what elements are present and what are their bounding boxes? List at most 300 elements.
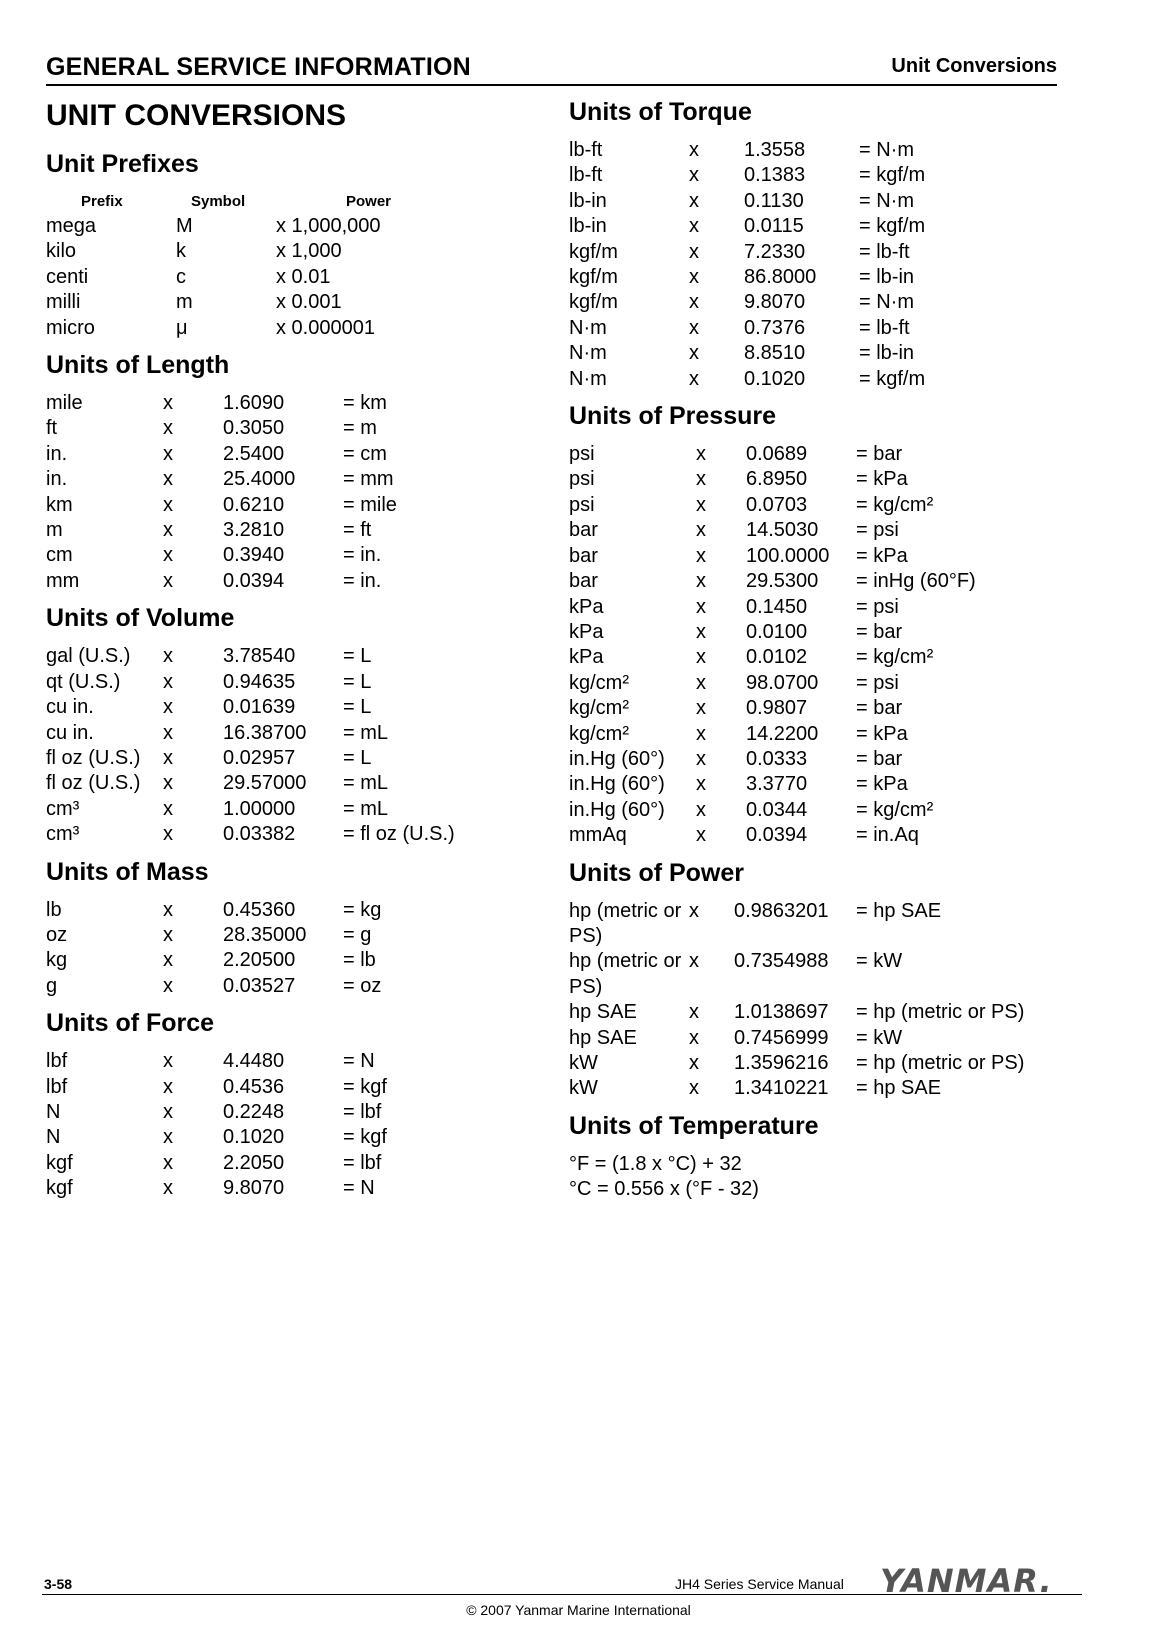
cell: x 0.001 (276, 291, 342, 314)
cell: in.Hg (60°) (569, 798, 665, 821)
cell: = km (343, 392, 387, 415)
length-row (46, 569, 397, 594)
cell: = inHg (60°F) (856, 570, 976, 593)
cell: = L (343, 696, 372, 719)
cell: = kW (856, 950, 903, 973)
cell: kilo (46, 240, 77, 263)
cell: x (696, 824, 706, 847)
force-body (46, 1049, 387, 1201)
cell: = kg/cm² (856, 798, 934, 821)
pressure-row (569, 442, 976, 467)
cell: = hp SAE (856, 899, 942, 922)
cell: = psi (856, 595, 899, 618)
cell: N (46, 1126, 61, 1149)
mass-row (46, 974, 381, 999)
section-title: GENERAL SERVICE INFORMATION (46, 53, 471, 81)
cell: 0.1130 (744, 189, 804, 212)
cell: x (163, 519, 173, 542)
cell: = N (343, 1177, 375, 1200)
cell: = hp (metric or PS) (856, 1052, 1025, 1074)
cell: m (46, 519, 63, 542)
cell: x (689, 1001, 699, 1024)
cell: x (163, 772, 173, 795)
cell: x (696, 595, 706, 618)
cell: x (689, 367, 699, 390)
mass-table (46, 898, 381, 1000)
cell: lb (46, 898, 62, 921)
cell: x (163, 797, 173, 820)
cell: bar (569, 519, 598, 542)
cell: lb-in (569, 189, 607, 212)
cell: x (696, 646, 706, 669)
cell: = N·m (859, 189, 914, 212)
cell: = lb (343, 949, 376, 972)
volume-row (46, 746, 455, 771)
torque-row (569, 265, 925, 290)
pressure-row (569, 747, 976, 772)
prefixes-body (46, 214, 496, 341)
length-row (46, 518, 397, 543)
cell: micro (46, 316, 95, 339)
cell: = lb-ft (859, 316, 910, 339)
cell: x (696, 722, 706, 745)
cell: = kgf (343, 1126, 387, 1149)
cell: = kPa (856, 773, 908, 796)
cell: = mile (343, 493, 397, 516)
mass-body (46, 898, 381, 1000)
pressure-row (569, 595, 976, 620)
cell: km (46, 493, 73, 516)
pressure-row (569, 645, 976, 670)
cell: 2.5400 (223, 442, 285, 465)
power-row (569, 1026, 1024, 1051)
left-column (46, 96, 526, 1202)
cell: = N (343, 1050, 375, 1073)
prefixes-row (46, 239, 496, 264)
copyright: © 2007 Yanmar Marine International (466, 1602, 691, 1618)
mass-heading: Units of Mass (46, 857, 209, 886)
pressure-row (569, 493, 976, 518)
force-table (46, 1049, 387, 1201)
cell: 0.03382 (223, 823, 296, 846)
length-row (46, 467, 397, 492)
length-body (46, 391, 397, 594)
torque-row (569, 316, 925, 341)
cell: x 0.000001 (276, 316, 375, 339)
cell: = in.Aq (856, 824, 919, 847)
cell: 0.0394 (223, 569, 285, 592)
cell: 0.9807 (746, 697, 808, 720)
cell: in. (46, 468, 68, 491)
cell: in.Hg (60°) (569, 747, 665, 770)
power-heading: Units of Power (569, 858, 745, 887)
force-row (46, 1100, 387, 1125)
torque-row (569, 163, 925, 188)
pressure-row (569, 798, 976, 823)
cell: 0.0115 (744, 215, 804, 238)
pressure-row (569, 671, 976, 696)
cell: 0.7376 (744, 316, 806, 339)
cell: 0.01639 (223, 696, 296, 719)
volume-row (46, 721, 455, 746)
force-row (46, 1049, 387, 1074)
cell: x (163, 1151, 173, 1174)
cell: x (696, 671, 706, 694)
cell: c (176, 265, 186, 288)
pressure-row (569, 823, 976, 848)
cell: = cm (343, 442, 387, 465)
cell: 1.3596216 (734, 1052, 829, 1074)
page-number: 3-58 (44, 1576, 73, 1592)
cell: 0.7456999 (734, 1026, 829, 1049)
cell: = bar (856, 747, 903, 770)
torque-row (569, 290, 925, 315)
cell: = kPa (856, 468, 908, 491)
volume-row (46, 797, 455, 822)
cell: = mL (343, 772, 389, 795)
mass-row (46, 923, 381, 948)
cell: 0.3940 (223, 544, 285, 567)
cell: 0.0102 (746, 646, 808, 669)
power-row (569, 899, 1024, 950)
cell: x (163, 1050, 173, 1073)
cell: 0.0100 (746, 620, 808, 643)
cell: fl oz (U.S.) (46, 772, 141, 795)
column-header: Symbol (191, 193, 246, 210)
cell: 9.8070 (744, 291, 806, 314)
cell: x 0.01 (276, 265, 331, 288)
cell: N·m (569, 316, 607, 339)
pressure-body (569, 442, 976, 849)
volume-row (46, 644, 455, 669)
power-row (569, 949, 1024, 1000)
cell: = N·m (859, 291, 914, 314)
cell: 1.3410221 (734, 1077, 829, 1100)
cell: kg/cm² (569, 671, 629, 694)
cell: N (46, 1100, 61, 1123)
cell: x (163, 746, 173, 769)
cell: x (696, 773, 706, 796)
cell: x (689, 899, 699, 922)
cell: kPa (569, 620, 604, 643)
cell: x (163, 442, 173, 465)
cell: 0.1383 (744, 164, 806, 187)
cell: x (163, 721, 173, 744)
cell: kgf/m (569, 266, 618, 289)
force-row (46, 1075, 387, 1100)
cell: x (163, 645, 173, 668)
cell: = hp SAE (856, 1077, 942, 1100)
volume-row (46, 670, 455, 695)
volume-row (46, 771, 455, 796)
prefixes-row (46, 316, 496, 341)
mass-row (46, 898, 381, 923)
cell: 6.8950 (746, 468, 808, 491)
volume-body (46, 644, 455, 847)
cell: = L (343, 670, 372, 693)
power-row (569, 1051, 1024, 1076)
cell: x (163, 392, 173, 415)
cell: hp (metric or PS) (569, 899, 682, 947)
page-title: UNIT CONVERSIONS (46, 99, 347, 132)
page-header (46, 48, 1057, 86)
cell: 0.4536 (223, 1075, 285, 1098)
cell: = lb-in (859, 266, 915, 289)
cell: x (163, 493, 173, 516)
cell: gal (U.S.) (46, 645, 131, 668)
cell: kW (569, 1077, 598, 1100)
cell: x (163, 417, 173, 440)
cell: 0.6210 (223, 493, 285, 516)
cell: 0.0394 (746, 824, 808, 847)
cell: x (163, 823, 173, 846)
cell: mile (46, 392, 83, 415)
cell: x (163, 1126, 173, 1149)
cell: = mL (343, 797, 389, 820)
cell: kg/cm² (569, 697, 629, 720)
pressure-row (569, 620, 976, 645)
cell: 1.6090 (223, 392, 285, 415)
cell: 3.78540 (223, 645, 296, 668)
cell: x (696, 620, 706, 643)
torque-row (569, 240, 925, 265)
cell: x (696, 747, 706, 770)
length-row (46, 493, 397, 518)
cell: x 1,000,000 (276, 215, 381, 237)
length-row (46, 391, 397, 416)
cell: x (689, 139, 699, 161)
column-header: Prefix (81, 193, 123, 210)
cell: 3.3770 (746, 773, 808, 796)
cell: = fl oz (U.S.) (343, 823, 455, 846)
cell: = kgf/m (859, 367, 926, 390)
cell: 0.1020 (744, 367, 806, 390)
cell: M (176, 215, 193, 237)
cell: x (163, 569, 173, 592)
cell: x (689, 164, 699, 187)
cell: x (696, 519, 706, 542)
cell: 1.0138697 (734, 1001, 829, 1024)
cell: hp (metric or PS) (569, 950, 682, 998)
cell: = lb-in (859, 342, 915, 365)
cell: x (689, 1052, 699, 1074)
cell: = mL (343, 721, 389, 744)
cell: hp SAE (569, 1026, 637, 1049)
pressure-row (569, 696, 976, 721)
cell: = hp (metric or PS) (856, 1001, 1025, 1024)
cell: kg (46, 949, 68, 972)
right-column (569, 96, 1089, 1203)
cell: = kPa (856, 722, 908, 745)
cell: x (696, 443, 706, 466)
cell: hp SAE (569, 1001, 637, 1024)
cell: x (696, 468, 706, 491)
power-table (569, 899, 1024, 1102)
cell: 0.0333 (746, 747, 808, 770)
cell: = kg/cm² (856, 493, 934, 516)
cell: x (696, 697, 706, 720)
cell: 2.2050 (223, 1151, 285, 1174)
cell: 100.0000 (746, 544, 830, 567)
cell: = kg/cm² (856, 646, 934, 669)
volume-row (46, 695, 455, 720)
cell: cm³ (46, 797, 80, 820)
cell: = bar (856, 697, 903, 720)
cell: bar (569, 570, 598, 593)
force-row (46, 1176, 387, 1201)
torque-body (569, 138, 925, 392)
power-body (569, 899, 1024, 1102)
cell: 14.5030 (746, 519, 819, 542)
cell: psi (569, 443, 595, 466)
cell: mmAq (569, 824, 627, 847)
pressure-table (569, 442, 976, 849)
cell: = psi (856, 671, 899, 694)
column-header: Power (346, 193, 392, 210)
cell: x (689, 291, 699, 314)
cell: x 1,000 (276, 240, 342, 263)
cell: μ (176, 316, 188, 339)
cell: x (696, 798, 706, 821)
cell: 0.1450 (746, 595, 808, 618)
cell: x (163, 1100, 173, 1123)
cell: oz (46, 923, 68, 946)
cell: psi (569, 493, 595, 516)
cell: x (163, 670, 173, 693)
cell: 3.2810 (223, 519, 285, 542)
cell: x (163, 544, 173, 567)
cell: x (689, 1026, 699, 1049)
cell: x (163, 1177, 173, 1200)
cell: milli (46, 291, 81, 314)
cell: bar (569, 544, 598, 567)
cell: kgf (46, 1177, 73, 1200)
volume-row (46, 822, 455, 847)
cell: = mm (343, 468, 394, 491)
cell: 0.0689 (746, 443, 808, 466)
page-subject: Unit Conversions (891, 55, 1057, 77)
cell: = L (343, 746, 372, 769)
cell: 0.0344 (746, 798, 808, 821)
cell: x (689, 342, 699, 365)
cell: = L (343, 645, 372, 668)
torque-row (569, 138, 925, 163)
cell: x (163, 696, 173, 719)
cell: x (689, 1077, 699, 1100)
pressure-row (569, 467, 976, 492)
cell: kgf/m (569, 291, 618, 314)
cell: = in. (343, 569, 382, 592)
cell: x (163, 949, 173, 972)
cell: mm (46, 569, 80, 592)
cell: lbf (46, 1050, 68, 1073)
cell: = lbf (343, 1100, 382, 1123)
torque-row (569, 189, 925, 214)
cell: lb-ft (569, 164, 603, 187)
cell: = m (343, 417, 377, 440)
cell: x (696, 570, 706, 593)
torque-row (569, 214, 925, 239)
cell: = kgf/m (859, 164, 926, 187)
cell: = N·m (859, 139, 914, 161)
pressure-heading: Units of Pressure (569, 402, 777, 431)
cell: 0.94635 (223, 670, 296, 693)
cell: = kW (856, 1026, 903, 1049)
cell: k (176, 240, 186, 263)
force-row (46, 1151, 387, 1176)
formula-celsius: °C = 0.556 x (°F - 32) (569, 1178, 759, 1201)
prefixes-row (46, 265, 496, 290)
force-row (46, 1125, 387, 1150)
cell: 0.1020 (223, 1126, 285, 1149)
cell: x (689, 316, 699, 339)
prefixes-row (46, 290, 496, 315)
cell: kW (569, 1052, 598, 1074)
cell: = kPa (856, 544, 908, 567)
power-row (569, 1076, 1024, 1101)
torque-heading: Units of Torque (569, 98, 752, 126)
length-row (46, 416, 397, 441)
cell: mega (46, 215, 97, 237)
cell: cu in. (46, 721, 94, 744)
cell: x (689, 189, 699, 212)
cell: kgf/m (569, 240, 618, 263)
cell: x (689, 215, 699, 238)
cell: in. (46, 442, 68, 465)
cell: x (689, 950, 699, 973)
power-row (569, 1000, 1024, 1025)
cell: 98.0700 (746, 671, 819, 694)
cell: 8.8510 (744, 342, 806, 365)
cell: 9.8070 (223, 1177, 285, 1200)
cell: qt (U.S.) (46, 670, 121, 693)
cell: fl oz (U.S.) (46, 746, 141, 769)
yanmar-logo: YANMAR. (880, 1562, 1053, 1600)
length-heading: Units of Length (46, 351, 230, 380)
cell: 28.35000 (223, 923, 307, 946)
mass-row (46, 948, 381, 973)
cell: = g (343, 923, 372, 946)
cell: = psi (856, 519, 899, 542)
cell: 0.7354988 (734, 950, 829, 973)
cell: 29.57000 (223, 772, 307, 795)
cell: x (163, 468, 173, 491)
cell: 0.0703 (746, 493, 808, 516)
cell: 0.3050 (223, 417, 285, 440)
cell: 86.8000 (744, 266, 817, 289)
cell: = kgf/m (859, 215, 926, 238)
footer-rule (42, 1594, 1082, 1595)
cell: = kgf (343, 1075, 387, 1098)
cell: centi (46, 265, 89, 288)
cell: ft (46, 417, 58, 440)
cell: x (163, 898, 173, 921)
cell: x (163, 1075, 173, 1098)
cell: = lb-ft (859, 240, 910, 263)
pressure-row (569, 569, 976, 594)
cell: = bar (856, 443, 903, 466)
force-heading: Units of Force (46, 1009, 215, 1038)
prefixes-row (46, 214, 496, 239)
cell: lbf (46, 1075, 68, 1098)
cell: 14.2200 (746, 722, 819, 745)
cell: N·m (569, 367, 607, 390)
length-table (46, 391, 397, 594)
pressure-row (569, 518, 976, 543)
cell: cm³ (46, 823, 80, 846)
torque-row (569, 367, 925, 392)
cell: cm (46, 544, 73, 567)
